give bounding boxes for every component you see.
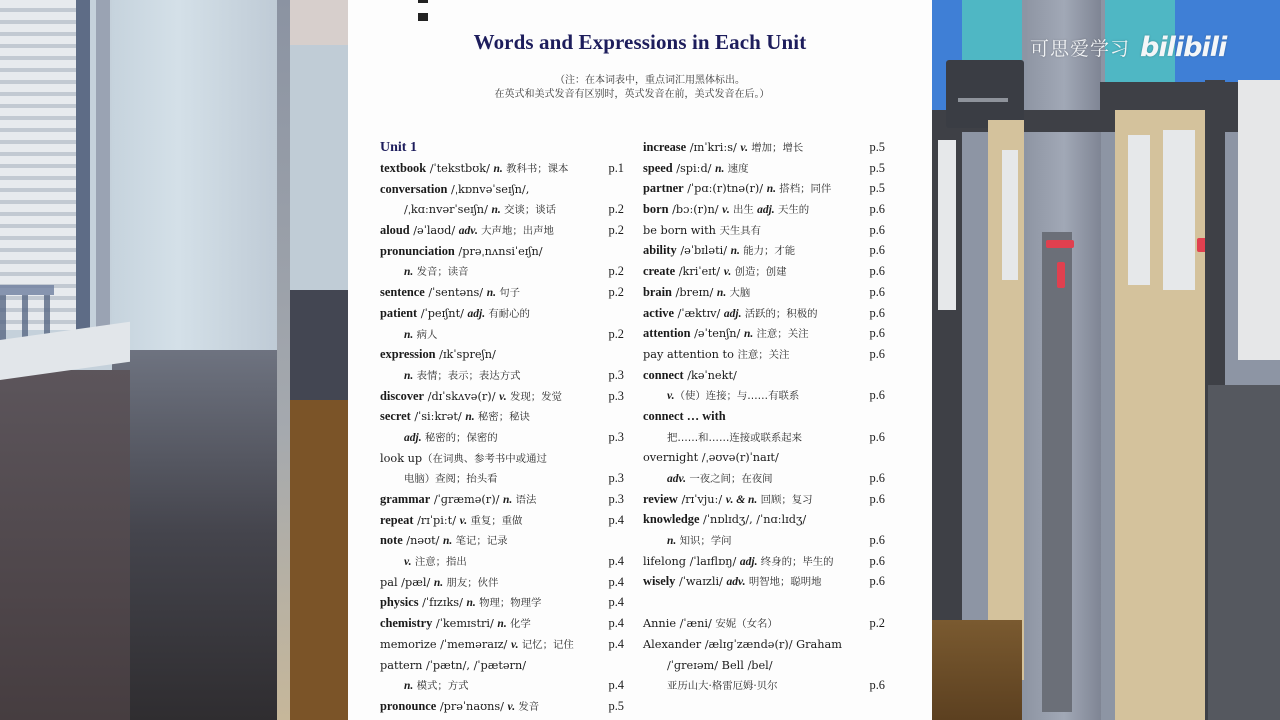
page-reference: p.4	[608, 574, 624, 589]
part-of-speech: n.	[716, 286, 727, 299]
vocab-entry	[643, 261, 885, 282]
chinese-meaning: 安妮（女名）	[715, 618, 778, 631]
part-of-speech: n.	[404, 680, 414, 693]
part-of-speech: n.	[503, 494, 513, 506]
chinese-meaning: 笔记；记录	[452, 535, 508, 548]
chinese-meaning: 搭档；同伴	[776, 183, 832, 196]
part-of-speech: v.	[404, 556, 412, 569]
wall-pillar	[112, 0, 277, 350]
chinese-meaning: 天生的	[774, 204, 810, 217]
headword: chemistry	[380, 616, 433, 631]
vocab-entry	[643, 675, 885, 696]
chinese-meaning: 能力；才能	[739, 245, 796, 258]
part-of-speech: v.	[722, 204, 730, 217]
cabinet	[0, 370, 130, 720]
door-window	[1128, 135, 1150, 285]
vocabulary-page	[348, 0, 932, 720]
vocab-entry	[643, 530, 885, 551]
chinese-meaning: 知识；学问	[676, 535, 732, 548]
vocab-entry	[380, 179, 622, 200]
page-reference: p.3	[608, 429, 624, 444]
page-reference: p.1	[608, 161, 624, 175]
chinese-meaning: 发音；读音	[413, 266, 469, 279]
cropped-header-fragment	[418, 0, 618, 4]
page-reference: p.6	[869, 388, 885, 403]
room-sign-text	[958, 98, 1008, 102]
headword: attention	[643, 326, 691, 341]
chinese-meaning: 活跃的；积极的	[741, 307, 818, 320]
pronunciation: /bɔː(r)n/	[668, 203, 723, 217]
part-of-speech: adj.	[404, 431, 422, 444]
door-frame	[277, 0, 291, 720]
headword: sentence	[380, 285, 425, 300]
headword: patient	[380, 305, 418, 320]
corridor-window	[1238, 80, 1280, 360]
headword: active	[643, 305, 674, 320]
pronunciation: be born with	[643, 223, 720, 237]
headword: wisely	[643, 574, 676, 589]
pronunciation: /breɪn/	[671, 285, 717, 299]
page-reference: p.6	[869, 326, 885, 341]
door-window	[1163, 130, 1195, 290]
part-of-speech: n.	[443, 535, 453, 548]
page-reference: p.6	[869, 202, 885, 217]
chinese-meaning: 教科书；课本	[502, 163, 569, 175]
part-of-speech: v.	[459, 514, 468, 527]
headword: aloud	[380, 223, 410, 238]
vocab-entry	[380, 220, 622, 241]
vocab-entry	[643, 509, 885, 530]
pronunciation: /ɪkˈspreʃn/	[435, 348, 496, 362]
vocab-entry	[380, 634, 622, 655]
page-reference: p.5	[608, 698, 624, 713]
part-of-speech: n.	[730, 245, 740, 258]
pronunciation: /əˈlaʊd/	[409, 224, 459, 238]
note-line-1: （注：在本词表中，重点词汇用黑体标出。	[555, 75, 745, 86]
page-reference: p.6	[869, 284, 885, 299]
vocab-entry	[643, 344, 885, 365]
vocab-entry	[643, 323, 885, 344]
page-reference: p.4	[608, 554, 624, 569]
page-reference: p.6	[869, 429, 885, 444]
pronunciation: pay attention to	[643, 347, 738, 361]
pronunciation: pattern /ˈpætn/, /ˈpætərn/	[380, 658, 527, 672]
headword: connect … with	[643, 408, 726, 423]
vocab-entry	[380, 427, 622, 448]
chinese-meaning: 大声地；出声地	[477, 225, 554, 238]
page-reference: p.6	[869, 678, 885, 693]
part-of-speech: v.	[667, 390, 675, 403]
pronunciation: /rɪˈpiːt/	[413, 513, 460, 527]
headword: note	[380, 533, 403, 548]
page-reference: p.6	[869, 491, 885, 506]
red-light	[1046, 240, 1074, 248]
vocab-entry	[643, 634, 885, 655]
door-window	[938, 140, 956, 310]
vocab-entry	[380, 655, 622, 676]
chinese-meaning: 明智地；聪明地	[745, 576, 822, 589]
chinese-meaning: 物理；物理学	[475, 597, 542, 610]
page-reference: p.5	[869, 181, 885, 196]
pronunciation: /ˈtekstbʊk/	[426, 162, 494, 175]
pronunciation: memorize /ˈmeməraɪz/	[380, 637, 511, 651]
chinese-meaning: 天生具有	[719, 224, 762, 237]
headword: discover	[380, 388, 425, 403]
page-reference: p.5	[869, 140, 885, 154]
pronunciation: /ˈfɪzɪks/	[418, 596, 467, 610]
part-of-speech: n.	[466, 597, 476, 610]
chinese-meaning: 出生	[729, 204, 758, 217]
room-sign	[946, 60, 1024, 128]
vocab-entry	[380, 344, 622, 365]
vocab-entry	[643, 551, 885, 572]
headword: textbook	[380, 161, 427, 175]
page-reference: p.6	[869, 553, 885, 568]
chinese-meaning: 注意；指出	[411, 556, 467, 569]
part-of-speech: v.	[723, 266, 732, 279]
vocab-entry	[380, 303, 622, 324]
pronunciation: /ˈɡræmə(r)/	[430, 493, 503, 506]
window-blinds	[0, 0, 78, 330]
chinese-meaning: 增加；增长	[747, 142, 804, 154]
headword: review	[643, 491, 678, 506]
vocab-entry	[643, 427, 885, 448]
headword: knowledge	[643, 512, 700, 527]
pronunciation: /ˈnɒlɪdʒ/, /ˈnɑːlɪdʒ/	[699, 513, 807, 527]
part-of-speech: n.	[486, 287, 496, 300]
chinese-meaning: 一夜之间；在夜间	[686, 473, 773, 485]
vocab-entry	[643, 199, 885, 220]
part-of-speech: n.	[404, 266, 414, 279]
part-of-speech: n.	[715, 162, 725, 175]
vocab-entry	[380, 158, 622, 179]
door-window	[1002, 150, 1018, 280]
vocab-entry	[380, 696, 622, 717]
chinese-meaning: （在词典、参考书中或通过	[422, 452, 547, 465]
part-of-speech: v.	[510, 638, 519, 651]
vocab-entry	[643, 406, 885, 427]
vocab-entry	[380, 282, 622, 303]
part-of-speech: adj.	[723, 307, 742, 320]
chinese-meaning: 注意；关注	[737, 348, 790, 361]
vocab-entry	[380, 592, 622, 613]
page-reference: p.6	[869, 533, 885, 548]
vocab-entry	[643, 158, 885, 179]
vocab-entry	[643, 178, 885, 199]
vocab-entry	[380, 448, 622, 469]
part-of-speech: n.	[667, 535, 677, 548]
headword: create	[643, 264, 676, 279]
vocab-entry	[380, 489, 622, 510]
word-list-right-column	[643, 137, 885, 696]
vocab-entry	[643, 447, 885, 468]
pronunciation: overnight /ˌəʊvə(r)ˈnaɪt/	[643, 451, 779, 465]
part-of-speech: n.	[743, 328, 754, 341]
headword: ability	[643, 243, 677, 258]
part-of-speech: adj.	[757, 204, 775, 217]
pronunciation: /ˈkemɪstri/	[432, 617, 498, 631]
chinese-meaning: 化学	[506, 618, 531, 631]
word-list-left-column	[380, 138, 622, 717]
page-reference: p.4	[608, 595, 624, 610]
pronunciation: pal /pæl/	[380, 575, 434, 589]
chinese-meaning: 速度	[724, 162, 749, 175]
chinese-meaning: 病人	[413, 328, 438, 341]
page-reference: p.6	[869, 222, 885, 237]
page-reference: p.3	[608, 471, 624, 486]
wall-lower	[1208, 385, 1280, 720]
headword: physics	[380, 595, 419, 610]
pronunciation: /ˈpeɪʃnt/	[417, 306, 468, 320]
channel-name: 可思爱学习	[1030, 38, 1131, 60]
vocab-entry	[643, 385, 885, 406]
page-reference: p.6	[869, 574, 885, 589]
part-of-speech: adv.	[667, 473, 687, 485]
vocab-entry	[643, 489, 885, 510]
part-of-speech: n.	[766, 183, 776, 196]
chinese-meaning: （使）连接；与……有联系	[674, 390, 800, 403]
page-reference: p.2	[608, 285, 624, 300]
part-of-speech: adj.	[739, 555, 758, 568]
headword: brain	[643, 284, 672, 299]
page-reference: p.4	[608, 678, 624, 693]
pronunciation: /prəˌnʌnsiˈeɪʃn/	[454, 244, 543, 258]
chinese-meaning: 终身的；毕生的	[757, 555, 834, 568]
chinese-meaning: 表情；表示；表达方式	[413, 369, 521, 382]
page-reference: p.4	[608, 616, 624, 631]
chinese-meaning: 重复；重做	[467, 514, 523, 527]
part-of-speech: v.	[507, 700, 516, 713]
headword: increase	[643, 140, 687, 154]
pronunciation: /kəˈnekt/	[683, 368, 737, 382]
chinese-meaning: 交谈；谈话	[500, 204, 557, 217]
pronunciation: Alexander /ælɪɡˈzændə(r)/ Graham	[643, 637, 842, 651]
headword: secret	[380, 409, 411, 424]
headword: expression	[380, 347, 436, 362]
chinese-meaning: 语法	[512, 494, 537, 506]
page-reference: p.2	[608, 264, 624, 279]
pronunciation: /ˈwaɪzli/	[675, 575, 727, 589]
part-of-speech: n.	[465, 411, 475, 424]
chinese-meaning: 回顾；复习	[757, 493, 813, 506]
vocab-entry	[643, 365, 885, 386]
pronunciation: /dɪˈskʌvə(r)/	[424, 389, 500, 403]
page-reference: p.6	[869, 264, 885, 279]
part-of-speech: n.	[404, 369, 414, 382]
vocab-entry	[643, 137, 885, 158]
part-of-speech: n.	[404, 328, 414, 341]
headword: repeat	[380, 512, 414, 527]
chinese-meaning: 秘密；秘诀	[474, 411, 530, 424]
hallway	[290, 0, 348, 720]
wooden-floor	[932, 620, 1022, 720]
headword: born	[643, 202, 669, 217]
page-reference: p.6	[869, 346, 885, 361]
page-reference: p.6	[869, 471, 885, 485]
pronunciation: look up	[380, 451, 423, 465]
wall-panel	[1042, 232, 1072, 712]
unit-heading: Unit 1	[380, 140, 417, 155]
vocab-entry	[380, 365, 622, 386]
page-reference: p.2	[608, 223, 624, 238]
chinese-meaning: 创造；创建	[731, 266, 787, 279]
vocab-entry	[643, 571, 885, 592]
page-reference: p.6	[869, 305, 885, 320]
vocab-entry	[380, 261, 622, 282]
red-light	[1057, 262, 1065, 288]
pronunciation: /rɪˈvjuː/	[677, 492, 726, 506]
vocab-entry	[380, 530, 622, 551]
vocab-entry	[380, 675, 622, 696]
pronunciation: /nəʊt/	[402, 534, 444, 548]
part-of-speech: adv.	[458, 225, 478, 238]
vocab-entry	[643, 220, 885, 241]
pronunciation: /ˌkɒnvəˈseɪʃn/,	[447, 182, 530, 196]
headword: speed	[643, 160, 673, 175]
page-title: Words and Expressions in Each Unit	[473, 30, 807, 54]
pronunciation: /ɪnˈkriːs/	[686, 141, 741, 154]
pronunciation: /prəˈnaʊns/	[436, 699, 508, 713]
window-frame	[76, 0, 90, 340]
chinese-meaning: 亚历山大·格雷厄姆·贝尔	[667, 680, 778, 693]
vocab-entry	[380, 613, 622, 634]
vocab-entry	[380, 510, 622, 531]
headword: pronunciation	[380, 243, 455, 258]
part-of-speech: n.	[493, 163, 503, 175]
chinese-meaning: 发音	[515, 700, 540, 713]
page-reference: p.3	[608, 367, 624, 382]
headword: pronounce	[380, 698, 437, 713]
part-of-speech: n.	[433, 576, 444, 589]
vocab-entry	[643, 468, 885, 489]
section-spacer	[643, 592, 885, 613]
page-reference: p.2	[608, 326, 624, 341]
vocab-entry	[380, 241, 622, 262]
headword: conversation	[380, 181, 448, 196]
page-reference: p.3	[608, 388, 624, 403]
part-of-speech: n.	[491, 204, 501, 217]
page-reference: p.5	[869, 160, 885, 175]
window-frame-secondary	[96, 0, 110, 350]
chinese-meaning: 模式；方式	[413, 680, 469, 693]
vocab-entry	[643, 303, 885, 324]
headword: grammar	[380, 492, 431, 506]
vocab-entry	[380, 324, 622, 345]
page-reference: p.2	[608, 202, 624, 217]
pronunciation: /ˈæktɪv/	[673, 306, 724, 320]
part-of-speech: n.	[497, 618, 507, 631]
chinese-meaning: 秘密的；保密的	[421, 431, 498, 444]
pronunciation: /ˈɡreɪəm/ Bell /bel/	[667, 658, 773, 672]
pronunciation: /spiːd/	[672, 161, 716, 175]
chinese-meaning: 把……和……连接或联系起来	[667, 431, 803, 444]
page-reference: p.6	[869, 243, 885, 258]
vocab-entry	[643, 655, 885, 676]
part-of-speech: v.	[740, 142, 748, 154]
pronunciation: /ˈpɑː(r)tnə(r)/	[683, 182, 767, 196]
pronunciation: /ˈsiːkrət/	[410, 410, 466, 424]
vocab-entry	[380, 468, 622, 489]
page-reference: p.3	[608, 492, 624, 506]
chinese-meaning: 记忆；记住	[518, 638, 574, 651]
chinese-meaning: 发现；发觉	[506, 390, 562, 403]
part-of-speech: adv.	[726, 576, 746, 589]
pronunciation: /əˈtenʃn/	[690, 327, 744, 341]
vocab-entry	[380, 386, 622, 407]
vocab-entry	[643, 240, 885, 261]
headword: partner	[643, 181, 684, 196]
chinese-meaning: 朋友；伙伴	[443, 576, 499, 589]
pronunciation: Annie /ˈæni/	[643, 617, 716, 631]
vocab-entry	[380, 572, 622, 593]
chinese-meaning: 大脑	[726, 286, 751, 299]
chinese-meaning: 电脑）查阅；抬头看	[404, 473, 498, 486]
chinese-meaning: 注意；关注	[753, 328, 809, 341]
part-of-speech: v.	[499, 390, 507, 403]
vocab-entry	[643, 613, 885, 634]
bilibili-logo-icon: bilibili	[1140, 32, 1227, 63]
vocab-entry	[380, 199, 622, 220]
chinese-meaning: 有耐心的	[485, 307, 530, 320]
pronunciation: /əˈbɪləti/	[676, 244, 731, 258]
wall-pillar-shadow	[112, 350, 277, 720]
part-of-speech: adj.	[467, 307, 486, 320]
pronunciation: lifelong /ˈlaɪflɒŋ/	[643, 554, 740, 568]
page-reference: p.4	[608, 512, 624, 527]
pronunciation: /ˌkɑːnvərˈseɪʃn/	[404, 203, 492, 217]
headword: connect	[643, 367, 684, 382]
pronunciation: /ˈsentəns/	[424, 286, 487, 300]
video-watermark	[1030, 32, 1226, 63]
chinese-meaning: 句子	[495, 287, 521, 300]
vocab-entry	[380, 551, 622, 572]
vocab-entry	[380, 406, 622, 427]
part-of-speech: v. & n.	[725, 493, 758, 506]
pronunciation: /kriˈeɪt/	[675, 265, 724, 279]
page-reference: p.4	[608, 636, 624, 651]
note-line-2: 在英式和美式发音有区别时，英式发音在前，美式发音在后。）	[494, 89, 770, 100]
vocab-entry	[643, 282, 885, 303]
page-reference: p.2	[869, 616, 885, 631]
